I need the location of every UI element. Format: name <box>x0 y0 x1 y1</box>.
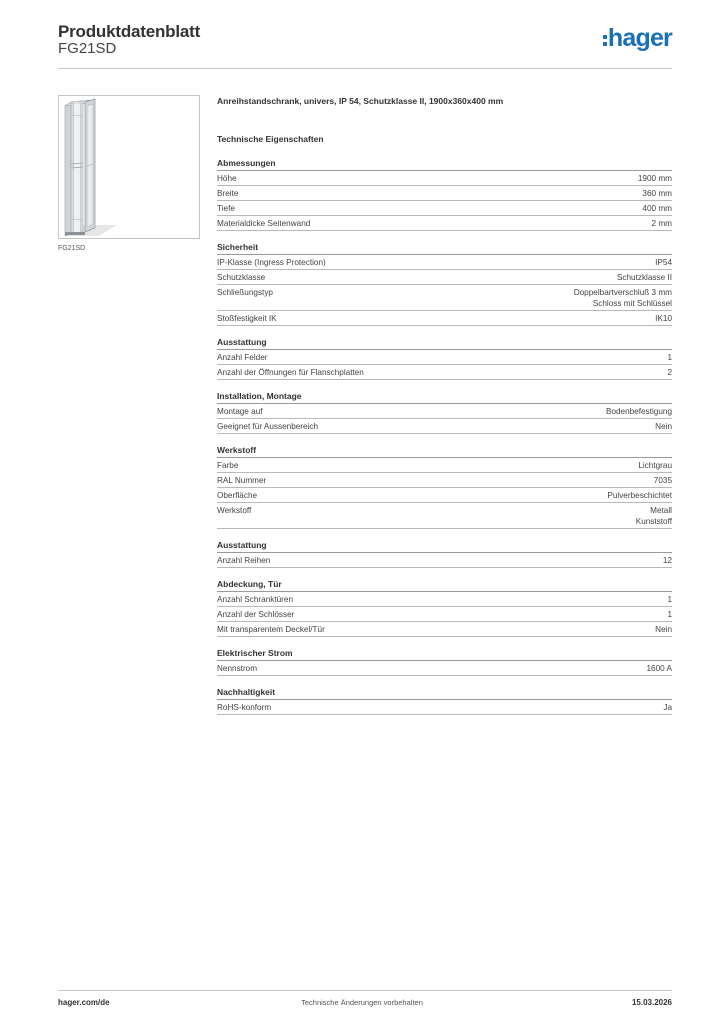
property-row <box>217 553 672 568</box>
property-row <box>217 700 672 715</box>
property-section <box>217 337 672 380</box>
property-row <box>217 255 672 270</box>
property-row <box>217 661 672 676</box>
property-value: 1 <box>667 609 672 619</box>
property-value: Metall Kunststoff <box>635 505 672 526</box>
footer-website: hager.com/de <box>58 998 110 1007</box>
property-label: Anzahl Schranktüren <box>217 594 294 604</box>
property-label: Breite <box>217 188 239 198</box>
property-row <box>217 404 672 419</box>
property-value: IK10 <box>655 313 672 323</box>
property-section <box>217 579 672 637</box>
content-column <box>217 96 672 726</box>
property-row <box>217 270 672 285</box>
property-value: 400 mm <box>642 203 672 213</box>
property-value: Nein <box>655 421 672 431</box>
property-row <box>217 458 672 473</box>
property-section <box>217 391 672 434</box>
section-title: Werkstoff <box>217 445 672 458</box>
property-row <box>217 171 672 186</box>
property-value: Doppelbartverschluß 3 mm Schloss mit Schlüssel <box>573 287 672 308</box>
property-label: Schutzklasse <box>217 272 266 282</box>
property-section <box>217 687 672 715</box>
property-label: Tiefe <box>217 203 235 213</box>
property-row <box>217 285 672 311</box>
property-label: IP-Klasse (Ingress Protection) <box>217 257 326 267</box>
property-row <box>217 186 672 201</box>
property-row <box>217 592 672 607</box>
section-title: Installation, Montage <box>217 391 672 404</box>
property-value: Nein <box>655 624 672 634</box>
hager-logo <box>603 26 672 51</box>
property-label: Schließungstyp <box>217 287 273 297</box>
property-value: 360 mm <box>642 188 672 198</box>
property-row <box>217 350 672 365</box>
property-value: Bodenbefestigung <box>605 406 672 416</box>
section-title: Elektrischer Strom <box>217 648 672 661</box>
property-label: Werkstoff <box>217 505 252 515</box>
technical-properties-heading: Technische Eigenschaften <box>217 134 324 144</box>
logo-colon-icon <box>603 35 607 46</box>
property-section <box>217 540 672 568</box>
property-label: Oberfläche <box>217 490 258 500</box>
product-description: Anreihstandschrank, univers, IP 54, Schutzklasse II, 1900x360x400 mm <box>217 96 504 106</box>
property-label: Höhe <box>217 173 237 183</box>
property-value: 2 <box>667 367 672 377</box>
property-label: Montage auf <box>217 406 263 416</box>
property-value: Schutzklasse II <box>616 272 672 282</box>
property-row <box>217 488 672 503</box>
footer-divider <box>58 990 672 991</box>
property-section <box>217 445 672 529</box>
cabinet-illustration-icon <box>59 96 199 238</box>
property-value: 1 <box>667 594 672 604</box>
property-row <box>217 311 672 326</box>
property-label: Mit transparentem Deckel/Tür <box>217 624 325 634</box>
property-value: Lichtgrau <box>638 460 672 470</box>
property-label: Stoßfestigkeit IK <box>217 313 277 323</box>
property-label: Anzahl der Schlösser <box>217 609 295 619</box>
property-row <box>217 473 672 488</box>
property-row <box>217 365 672 380</box>
section-title: Abmessungen <box>217 158 672 171</box>
document-title: Produktdatenblatt <box>58 22 201 41</box>
footer-notice: Technische Änderungen vorbehalten <box>301 998 423 1007</box>
section-title: Nachhaltigkeit <box>217 687 672 700</box>
property-row <box>217 201 672 216</box>
property-label: Geeignet für Aussenbereich <box>217 421 319 431</box>
property-section <box>217 242 672 326</box>
property-section <box>217 158 672 231</box>
section-title: Sicherheit <box>217 242 672 255</box>
property-label: RAL Nummer <box>217 475 267 485</box>
property-label: Anzahl Felder <box>217 352 268 362</box>
footer-date: 15.03.2026 <box>631 998 672 1007</box>
section-title: Ausstattung <box>217 337 672 350</box>
product-image-caption: FG21SD <box>58 245 86 252</box>
property-value: 1 <box>667 352 672 362</box>
property-section <box>217 648 672 676</box>
property-value: IP54 <box>655 257 672 267</box>
property-row <box>217 607 672 622</box>
property-row <box>217 503 672 529</box>
property-value: Pulverbeschichtet <box>607 490 672 500</box>
product-code: FG21SD <box>58 40 117 57</box>
property-value: 1600 A <box>646 663 672 673</box>
property-row <box>217 216 672 231</box>
property-label: RoHS-konform <box>217 702 272 712</box>
properties-sections <box>217 158 672 715</box>
page-header <box>58 20 672 68</box>
logo-wordmark: hager <box>607 24 672 52</box>
property-label: Anzahl Reihen <box>217 555 271 565</box>
section-title: Abdeckung, Tür <box>217 579 672 592</box>
property-label: Nennstrom <box>217 663 258 673</box>
header-divider <box>58 68 672 69</box>
property-value: 7035 <box>653 475 672 485</box>
property-value: Ja <box>663 702 672 712</box>
property-label: Materialdicke Seitenwand <box>217 218 311 228</box>
product-image <box>58 95 200 239</box>
property-label: Anzahl der Öffnungen für Flanschplatten <box>217 367 364 377</box>
property-row <box>217 622 672 637</box>
property-value: 1900 mm <box>637 173 672 183</box>
property-row <box>217 419 672 434</box>
property-value: 12 <box>662 555 672 565</box>
section-title: Ausstattung <box>217 540 672 553</box>
property-label: Farbe <box>217 460 239 470</box>
property-value: 2 mm <box>651 218 672 228</box>
